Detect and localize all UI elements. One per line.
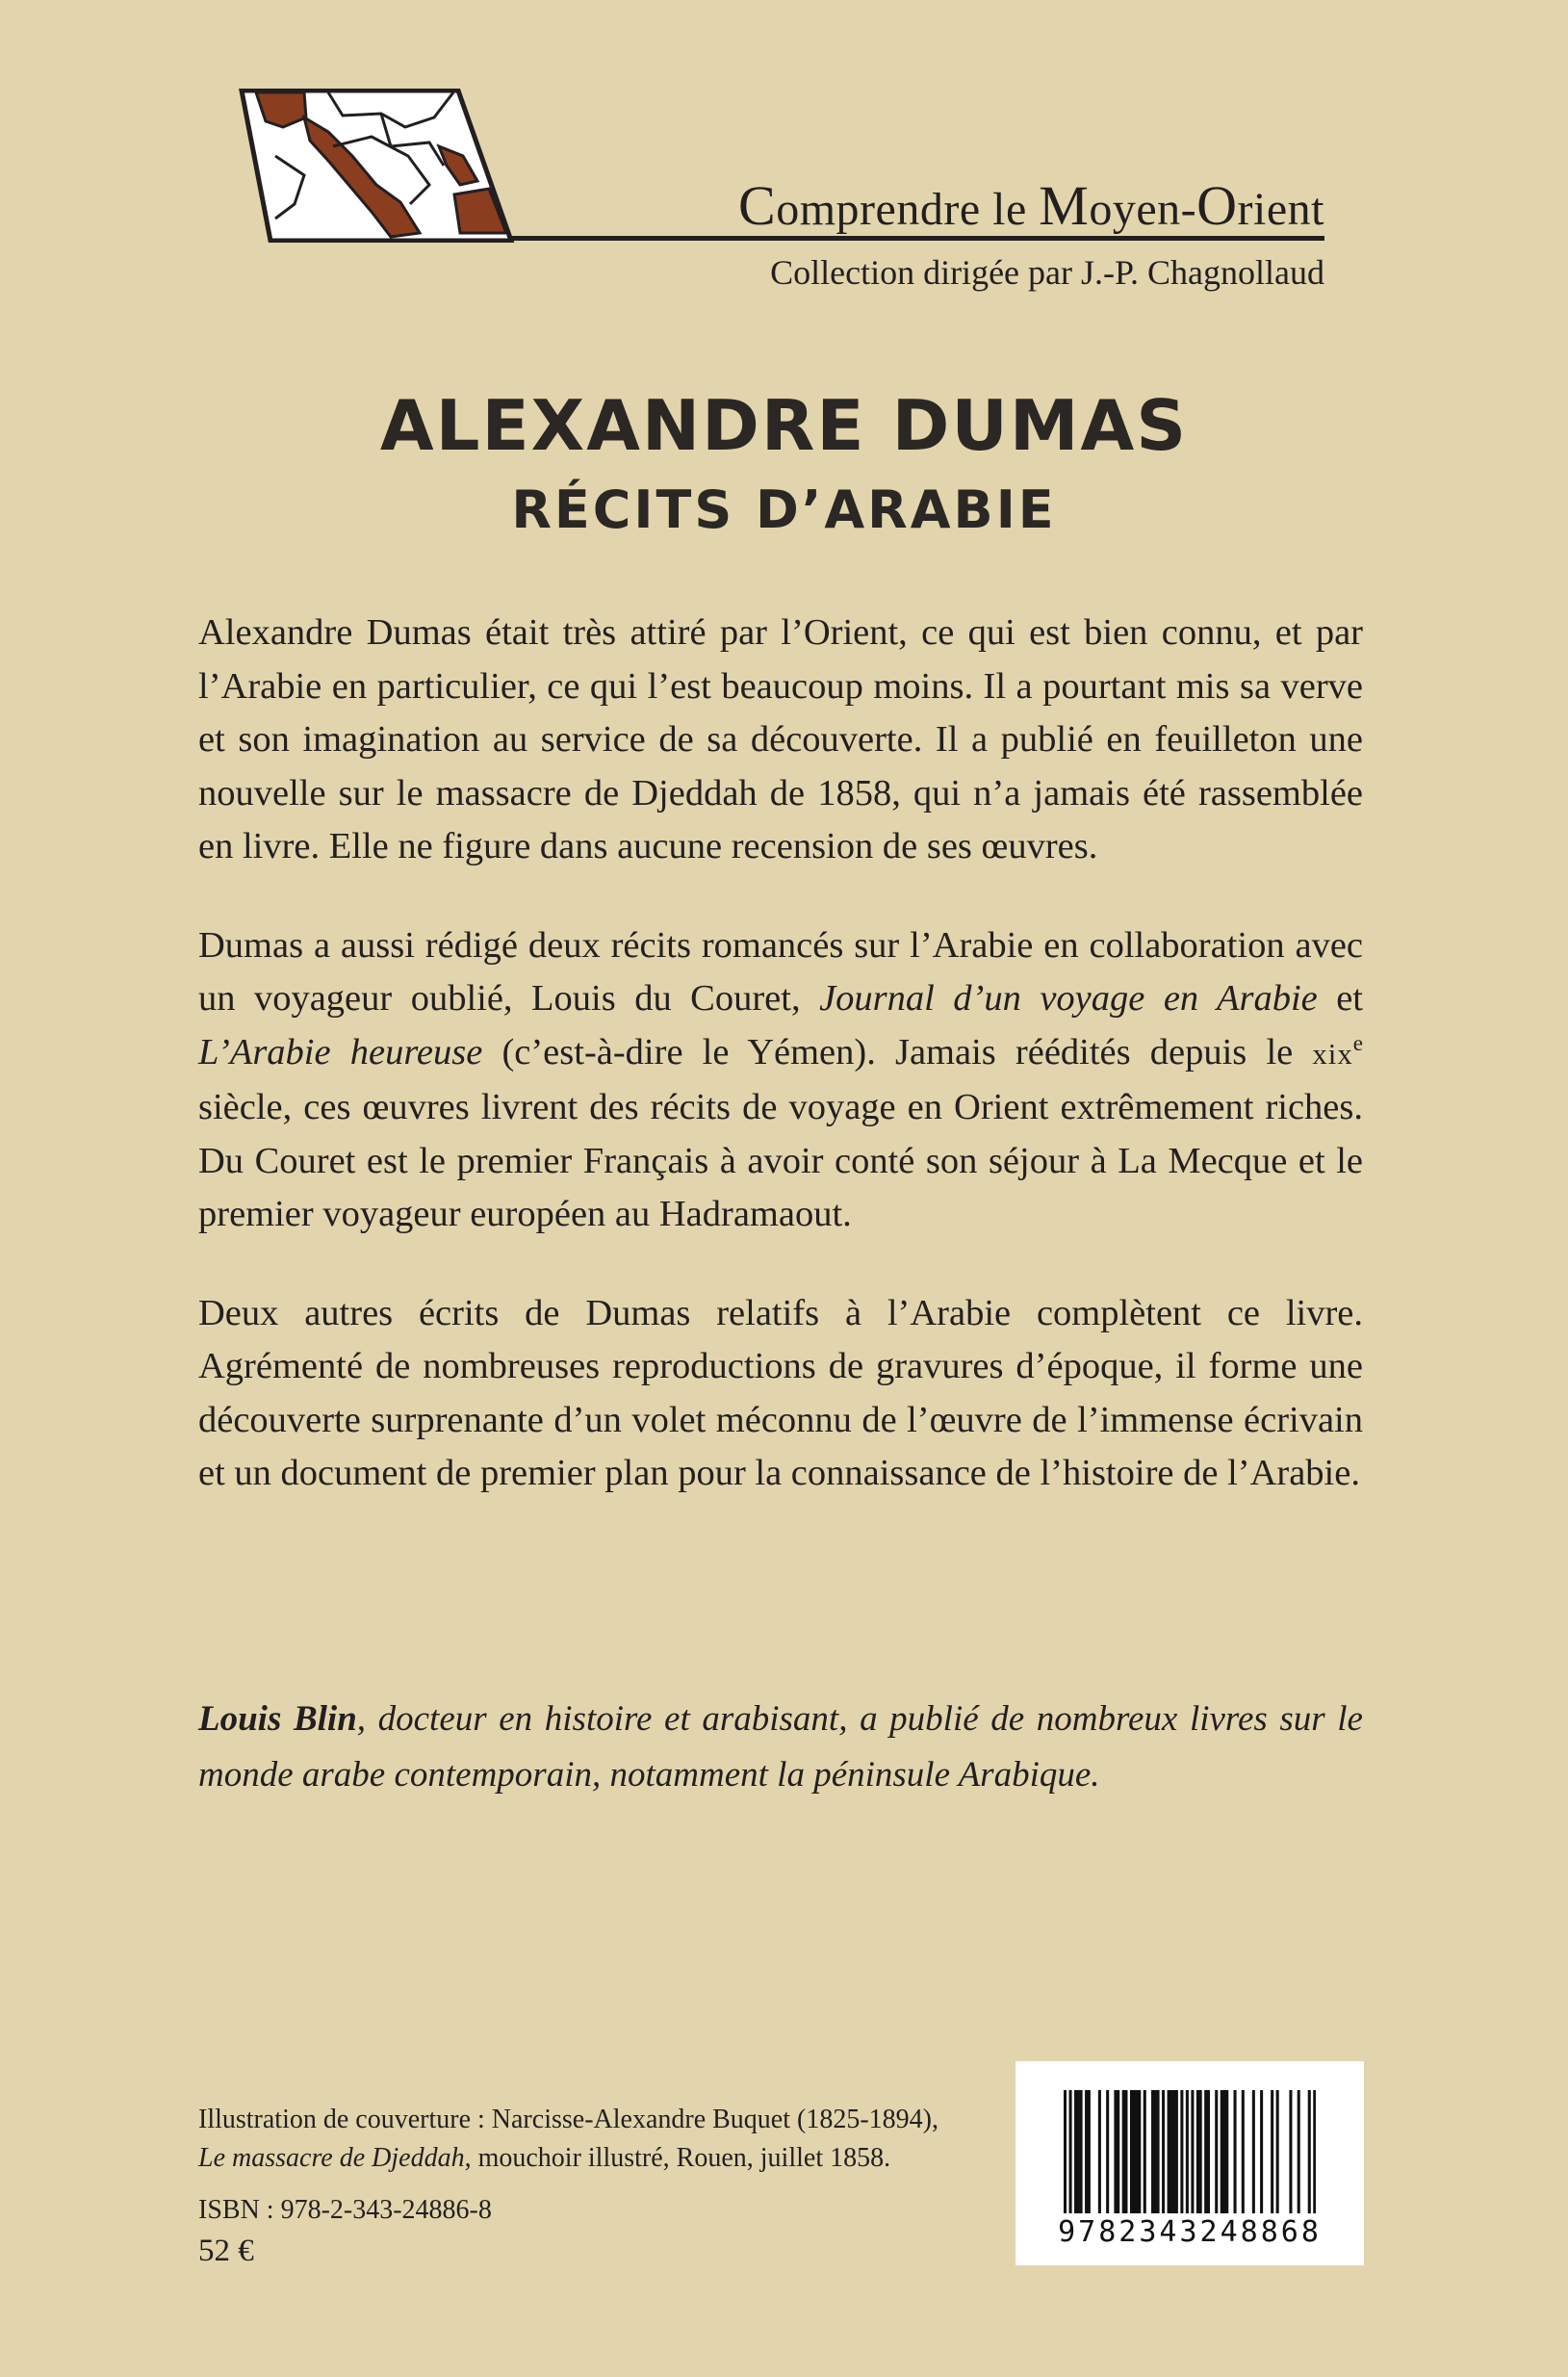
book-title: RÉCITS D’ARABIE (511, 479, 1057, 540)
barcode-bar (1289, 2090, 1292, 2213)
barcode-bar (1242, 2090, 1245, 2213)
blurb-paragraph-1: Alexandre Dumas était très attiré par l’Orient, ce qui est bien connu, et par l’Arabie en particulier, ce qui l’est beaucoup moins. Il a pourtant mis sa verve et son imagination au service de sa découverte. Il a publié en feuilleton une nouvelle sur le massacre de Djeddah de 1858, qui n’a jamais été rassemblée en livre. Elle ne figure dans aucune recension de ses œuvres. (198, 612, 1363, 866)
barcode-bar (1098, 2090, 1101, 2213)
barcode-bar (1074, 2090, 1077, 2213)
series-title: Comprendre le Moyen-Orient (738, 174, 1324, 237)
series-logo-map-icon (237, 89, 516, 243)
barcode-bar (1154, 2090, 1157, 2213)
barcode-bar (1114, 2090, 1117, 2213)
barcode-bar (1180, 2090, 1183, 2213)
barcode-bar (1271, 2090, 1273, 2213)
blurb (198, 607, 1363, 1546)
barcode-bar (1080, 2090, 1083, 2213)
barcode-bar (1215, 2090, 1218, 2213)
barcode-bar (1175, 2090, 1178, 2213)
barcode-bar (1085, 2090, 1088, 2213)
blurb-paragraph-2: Dumas a aussi rédigé deux récits romancés sur l’Arabie en collaboration avec un voyageur oublié, Louis du Couret, Journal d’un voyage en Arabie et L’Arabie heureuse (c’est-à-dire le Yémen). Jamais réédités depuis le xix$^e$ siècle, ces œuvres livrent des récits de voyage en Orient extrêmement riches. Du Couret est le premier Français à avoir conté son séjour à La Mecque et le premier voyageur européen au Hadramaout. (198, 924, 1364, 1234)
barcode-bar (1207, 2090, 1210, 2213)
barcode-bar (1298, 2090, 1300, 2213)
barcode-bar (1133, 2090, 1136, 2213)
barcode-bar (1122, 2090, 1125, 2213)
barcode-bar (1276, 2090, 1279, 2213)
author-bio: Louis Blin, docteur en histoire et arabisant, a publié de nombreux livres sur le monde arabe contemporain, notamment la péninsule Arabique. (198, 1699, 1363, 1795)
barcode-bar (1069, 2090, 1072, 2213)
barcode-bar (1308, 2090, 1311, 2213)
barcode-bar (1157, 2090, 1160, 2213)
barcode-bar (1106, 2090, 1109, 2213)
series-director: Collection dirigée par J.-P. Chagnollaud (770, 253, 1324, 292)
barcode-bar (1170, 2090, 1172, 2213)
barcode-bar (1130, 2090, 1133, 2213)
barcode-bar (1222, 2090, 1225, 2213)
barcode-bar (1064, 2090, 1067, 2213)
book-author: ALEXANDRE DUMAS (379, 385, 1189, 466)
barcode-bar (1135, 2090, 1138, 2213)
barcode-bar (1313, 2090, 1316, 2213)
barcode-bar (1204, 2090, 1207, 2213)
barcode-bar (1260, 2090, 1263, 2213)
ean13-barcode-icon (1064, 2090, 1316, 2213)
author-name: Louis Blin (198, 1699, 357, 1739)
barcode-bar (1124, 2090, 1127, 2213)
barcode-bar (1172, 2090, 1175, 2213)
isbn: ISBN : 978-2-343-24886-8 (198, 2195, 492, 2225)
barcode-bar (1225, 2090, 1228, 2213)
barcode-bar (1162, 2090, 1165, 2213)
cover-credits: Illustration de couverture : Narcisse-Alexandre Buquet (1825-1894), Le massacre de Djeddah, mouchoir illustré, Rouen, juillet 1858. (198, 2105, 938, 2173)
price: 52 € (198, 2234, 254, 2268)
barcode-bar (1138, 2090, 1141, 2213)
barcode-digits: 9782343248868 (1058, 2215, 1322, 2249)
barcode-bar (1088, 2090, 1091, 2213)
barcode-bar (1077, 2090, 1080, 2213)
barcode (1015, 2061, 1364, 2265)
barcode-bar (1186, 2090, 1189, 2213)
barcode-bar (1117, 2090, 1119, 2213)
barcode-bar (1144, 2090, 1146, 2213)
barcode-bar (1196, 2090, 1199, 2213)
barcode-bar (1199, 2090, 1202, 2213)
blurb-paragraph-3: Deux autres écrits de Dumas relatifs à l’Arabie complètent ce livre. Agrémenté de nombreuses reproductions de gravures d’époque, il forme une découverte surprenante d’un volet méconnu de l’œuvre de l’immense écrivain et un document de premier plan pour la connaissance de l’histoire de l’Arabie. (198, 1292, 1363, 1493)
barcode-bar (1191, 2090, 1194, 2213)
barcode-bar (1168, 2090, 1170, 2213)
barcode-bar (1234, 2090, 1237, 2213)
barcode-bar (1252, 2090, 1255, 2213)
barcode-bar (1151, 2090, 1154, 2213)
barcode-bar (1221, 2090, 1223, 2213)
